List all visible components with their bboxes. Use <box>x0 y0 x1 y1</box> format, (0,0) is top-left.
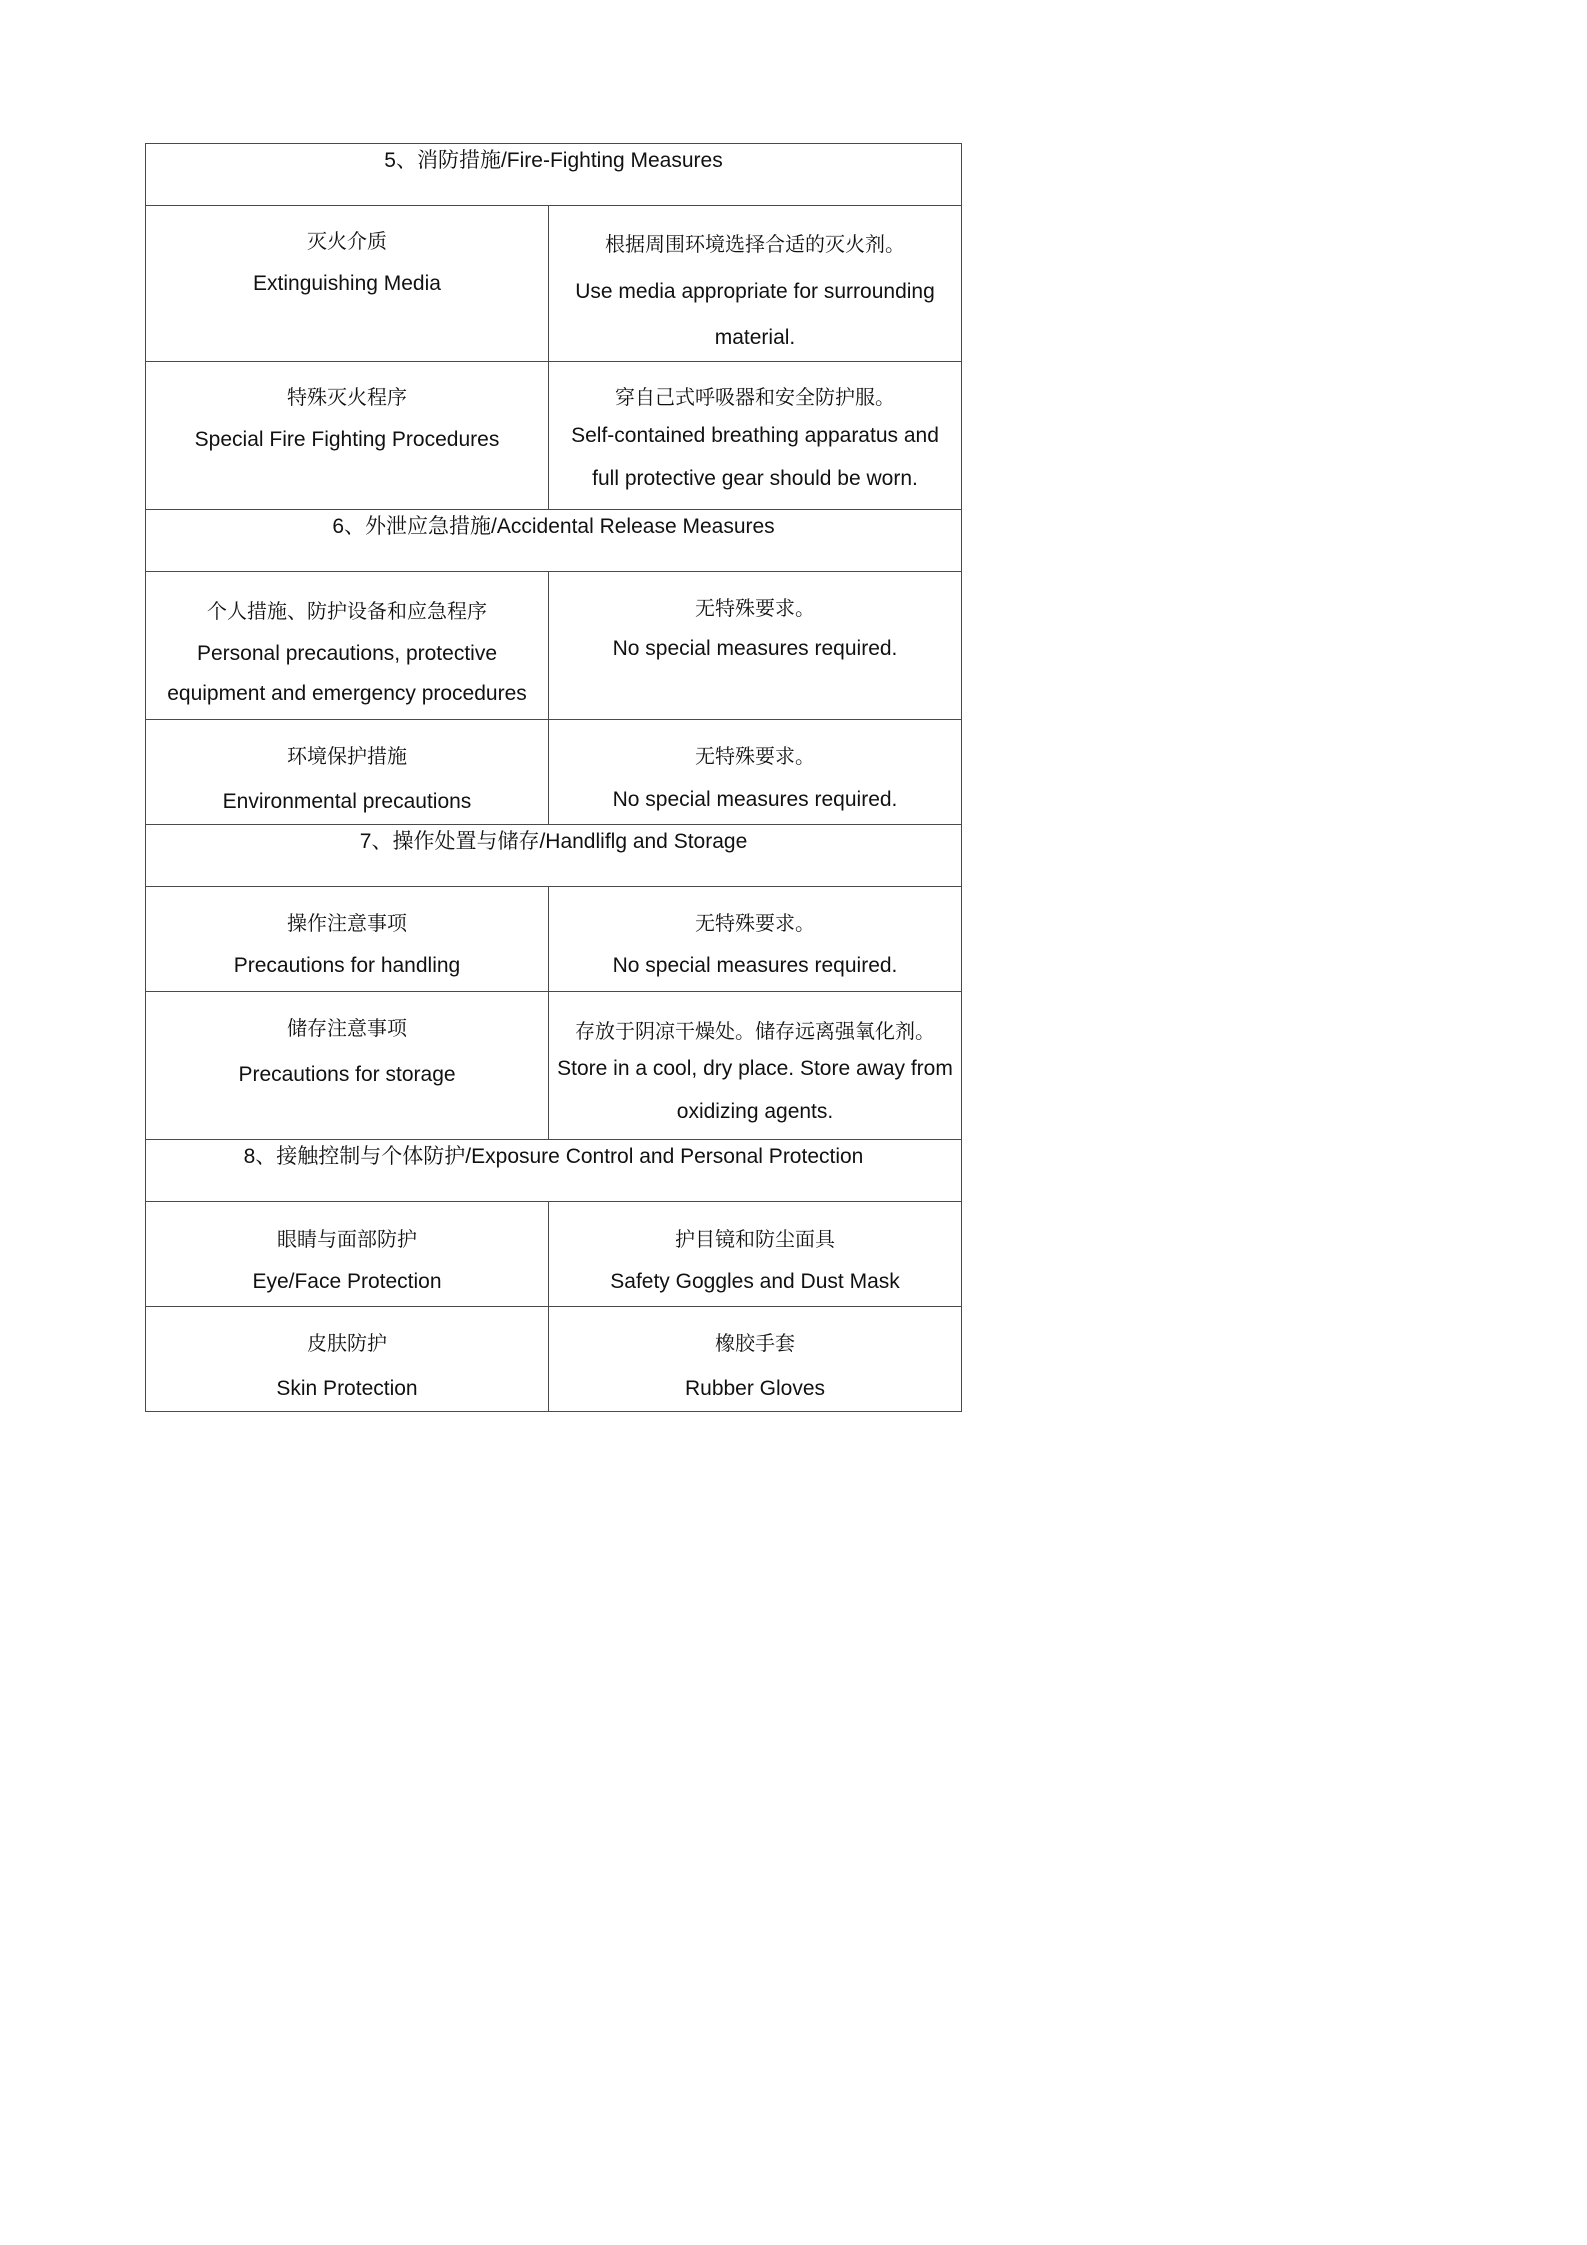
sds-table <box>145 143 962 1412</box>
row-label: 环境保护措施 Environmental precautions <box>146 720 549 825</box>
row-label: 灭火介质 Extinguishing Media <box>146 206 549 362</box>
row-label: 皮肤防护 Skin Protection <box>146 1307 549 1412</box>
row-value: 橡胶手套 Rubber Gloves <box>549 1307 962 1412</box>
row-label: 特殊灭火程序 Special Fire Fighting Procedures <box>146 362 549 510</box>
row-label: 个人措施、防护设备和应急程序 Personal precautions, protective equipment and emergency procedures <box>146 572 549 720</box>
table-row <box>146 362 962 510</box>
section-header-row <box>146 825 962 887</box>
section-5-heading: 5、消防措施/Fire-Fighting Measures <box>146 144 962 206</box>
row-value: 穿自己式呼吸器和安全防护服。 Self-contained breathing apparatus and full protective gear should be worn. <box>549 362 962 510</box>
row-value: 无特殊要求。 No special measures required. <box>549 572 962 720</box>
table-row <box>146 572 962 720</box>
section-header-row <box>146 144 962 206</box>
table-row <box>146 1202 962 1307</box>
table-row <box>146 887 962 992</box>
section-7-heading: 7、操作处置与储存/Handliflg and Storage <box>146 825 962 887</box>
row-value: 根据周围环境选择合适的灭火剂。 Use media appropriate for surrounding material. <box>549 206 962 362</box>
section-8-heading: 8、接触控制与个体防护/Exposure Control and Personal Protection <box>146 1140 962 1202</box>
row-label: 眼睛与面部防护 Eye/Face Protection <box>146 1202 549 1307</box>
table-row <box>146 206 962 362</box>
section-header-row <box>146 1140 962 1202</box>
row-label: 操作注意事项 Precautions for handling <box>146 887 549 992</box>
row-value: 无特殊要求。 No special measures required. <box>549 887 962 992</box>
row-value: 无特殊要求。 No special measures required. <box>549 720 962 825</box>
table-row <box>146 992 962 1140</box>
section-header-row <box>146 510 962 572</box>
table-row <box>146 1307 962 1412</box>
table-row <box>146 720 962 825</box>
row-value: 存放于阴凉干燥处。储存远离强氧化剂。 Store in a cool, dry place. Store away from oxidizing agents. <box>549 992 962 1140</box>
row-value: 护目镜和防尘面具 Safety Goggles and Dust Mask <box>549 1202 962 1307</box>
section-6-heading: 6、外泄应急措施/Accidental Release Measures <box>146 510 962 572</box>
row-label: 储存注意事项 Precautions for storage <box>146 992 549 1140</box>
